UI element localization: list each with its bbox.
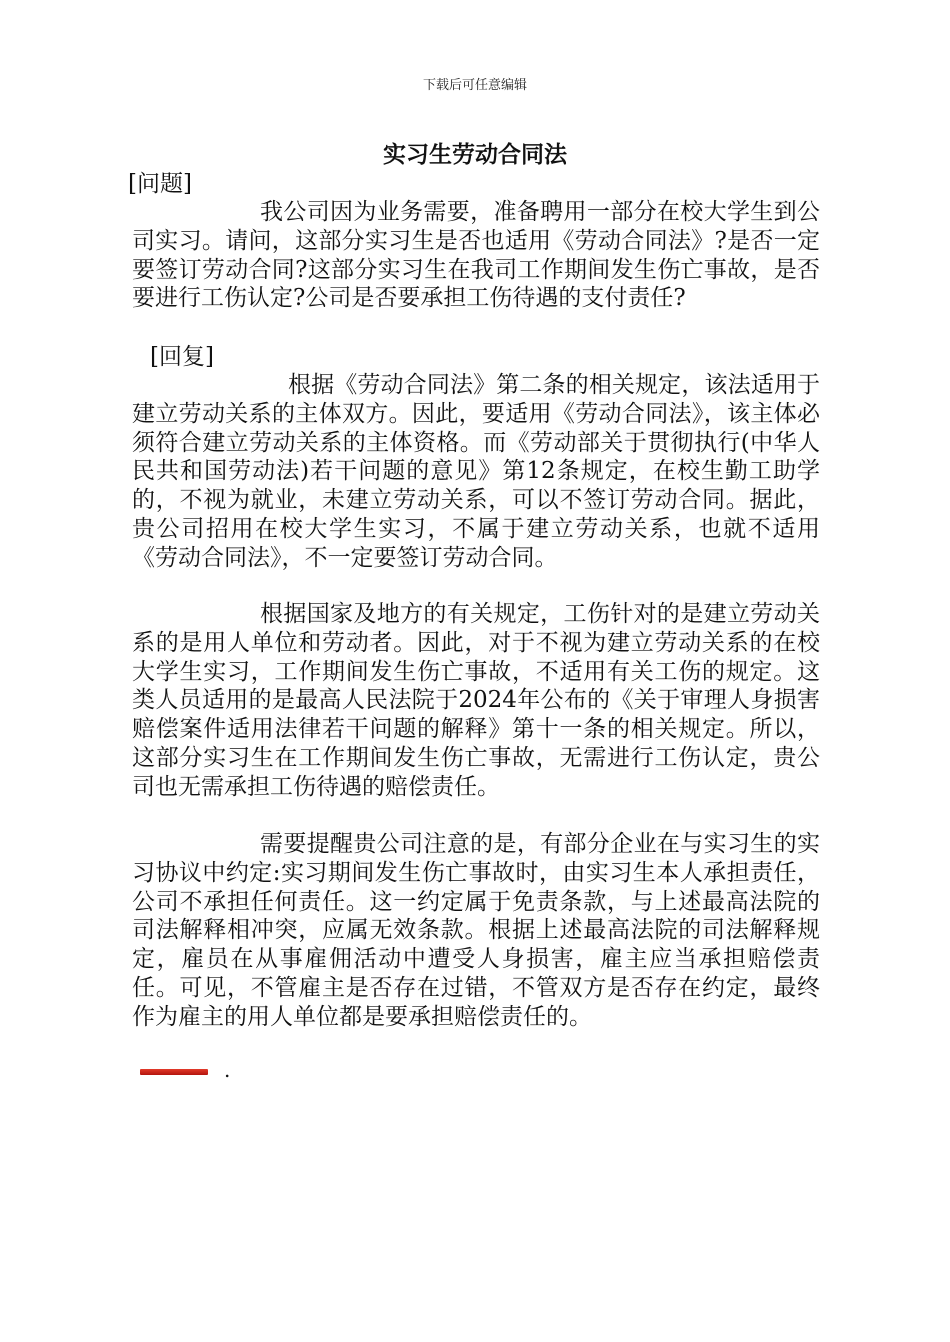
document-title: 实习生劳动合同法 (383, 141, 567, 168)
reply-label: [回复] (150, 344, 214, 370)
header-note: 下载后可任意编辑 (422, 78, 527, 93)
question-paragraph: 我公司因为业务需要，准备聘用一部分在校大学生到公司实习。请问，这部分实习生是否也适用《劳动合同法》?是否一定要签订劳动合同?这部分实习生在我司工作期间发生伤亡事故，是否要进行工伤认定?公司是否要承担工伤待遇的支付责任? (132, 199, 820, 312)
reply-paragraph-2: 根据国家及地方的有关规定，工伤针对的是建立劳动关系的是用人单位和劳动者。因此，对于不视为建立劳动关系的在校大学生实习，工作期间发生伤亡事故，不适用有关工伤的规定。这类人员适用的是最高人民法院于2024年公布的《关于审理人身损害赔偿案件适用法律若干问题的解释》第十一条的相关规定。所以，这部分实习生在工作期间发生伤亡事故，无需进行工伤认定，贵公司也无需承担工伤待遇的赔偿责任。 (132, 601, 820, 800)
footer-dot: . (224, 1058, 231, 1082)
reply-paragraph-3: 需要提醒贵公司注意的是，有部分企业在与实习生的实习协议中约定:实习期间发生伤亡事故时，由实习生本人承担责任，公司不承担任何责任。这一约定属于免责条款，与上述最高法院的司法解释相冲突，应属无效条款。根据上述最高法院的司法解释规定，雇员在从事雇佣活动中遭受人身损害，雇主应当承担赔偿责任。可见，不管雇主是否存在过错，不管双方是否存在约定，最终作为雇主的用人单位都是要承担赔偿责任的。 (132, 831, 820, 1030)
reply-paragraph-1: 根据《劳动合同法》第二条的相关规定，该法适用于建立劳动关系的主体双方。因此，要适用《劳动合同法》，该主体必须符合建立劳动关系的主体资格。而《劳动部关于贯彻执行(中华人民共和国劳动法)若干问题的意见》第12条规定，在校生勤工助学的，不视为就业，未建立劳动关系，可以不签订劳动合同。据此，贵公司招用在校大学生实习，不属于建立劳动关系，也就不适用《劳动合同法》，不一定要签订劳动合同。 (132, 372, 820, 571)
question-label: [问题] (128, 171, 192, 197)
footer-decorative-bar (140, 1069, 208, 1075)
